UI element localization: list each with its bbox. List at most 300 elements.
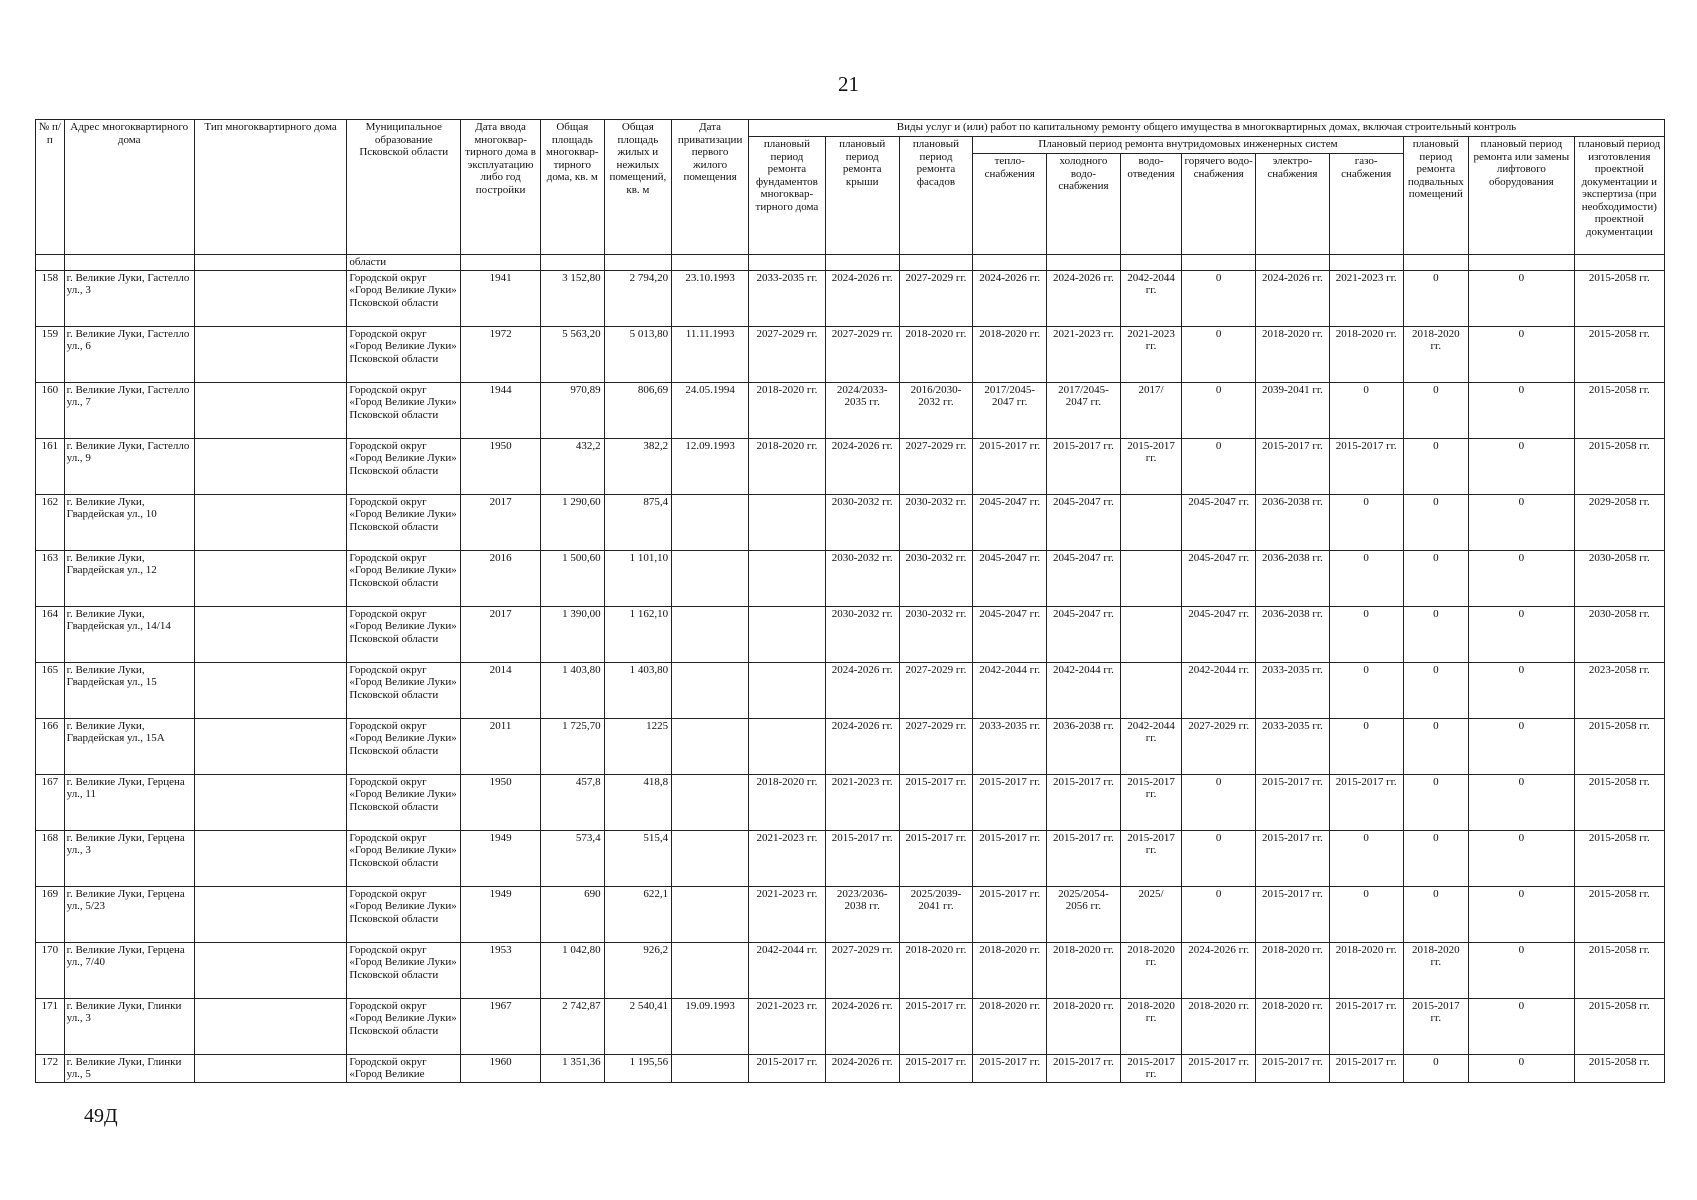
table-row	[36, 830, 1665, 886]
facade-period-cell: 2027-2029 гг.	[899, 662, 973, 718]
basement-period-cell: 0	[1403, 270, 1469, 326]
sewer-period-cell: 2017/	[1120, 382, 1181, 438]
electric-period-cell: 2015-2017 гг.	[1256, 830, 1330, 886]
privatization-date-cell	[672, 886, 749, 942]
hot-water-period-cell: 2045-2047 гг.	[1182, 550, 1256, 606]
living-area-cell: 2 794,20	[604, 270, 672, 326]
electric-period-cell: 2033-2035 гг.	[1256, 718, 1330, 774]
design-period-cell: 2015-2058 гг.	[1574, 1054, 1664, 1082]
hot-water-period-cell: 0	[1182, 382, 1256, 438]
commission-year-cell: 2017	[461, 494, 541, 550]
hot-water-period-cell: 2042-2044 гг.	[1182, 662, 1256, 718]
foundation-period-cell: 2042-2044 гг.	[749, 942, 826, 998]
design-period-cell: 2015-2058 гг.	[1574, 270, 1664, 326]
design-period-cell: 2015-2058 гг.	[1574, 774, 1664, 830]
address-cell: г. Великие Луки, Герцена ул., 5/23	[64, 886, 194, 942]
heat-supply-period-cell: 2015-2017 гг.	[973, 774, 1047, 830]
foundation-period-cell: 2021-2023 гг.	[749, 830, 826, 886]
elevator-period-cell: 0	[1469, 382, 1575, 438]
gas-period-cell: 0	[1329, 718, 1403, 774]
table-row	[36, 998, 1665, 1054]
design-period-cell: 2029-2058 гг.	[1574, 494, 1664, 550]
table-row	[36, 774, 1665, 830]
house-type-cell	[194, 270, 347, 326]
elevator-period-cell: 0	[1469, 830, 1575, 886]
elevator-period-cell: 0	[1469, 942, 1575, 998]
electric-period-cell: 2036-2038 гг.	[1256, 606, 1330, 662]
sewer-period-cell: 2042-2044 гг.	[1120, 270, 1181, 326]
hot-water-period-cell: 0	[1182, 830, 1256, 886]
foundation-period-cell	[749, 550, 826, 606]
commission-year-cell: 2014	[461, 662, 541, 718]
living-area-cell: 622,1	[604, 886, 672, 942]
municipality-cell: Городской округ «Город Великие Луки» Псковской области	[347, 382, 461, 438]
commission-year-cell: 1950	[461, 774, 541, 830]
table-row	[36, 270, 1665, 326]
header-electric: электро-снабжения	[1256, 154, 1330, 255]
facade-period-cell: 2030-2032 гг.	[899, 550, 973, 606]
commission-year-cell: 2017	[461, 606, 541, 662]
commission-year-cell: 1950	[461, 438, 541, 494]
house-type-cell	[194, 998, 347, 1054]
cold-water-period-cell: 2045-2047 гг.	[1047, 550, 1121, 606]
hot-water-period-cell: 2027-2029 гг.	[1182, 718, 1256, 774]
living-area-cell: 1 403,80	[604, 662, 672, 718]
elevator-period-cell: 0	[1469, 550, 1575, 606]
address-cell: г. Великие Луки, Гастелло ул., 3	[64, 270, 194, 326]
house-type-cell	[194, 1054, 347, 1082]
foundation-period-cell	[749, 494, 826, 550]
design-period-cell: 2015-2058 гг.	[1574, 438, 1664, 494]
total-area-cell: 1 403,80	[541, 662, 605, 718]
gas-period-cell: 0	[1329, 886, 1403, 942]
privatization-date-cell	[672, 1054, 749, 1082]
foundation-period-cell: 2033-2035 гг.	[749, 270, 826, 326]
house-type-cell	[194, 942, 347, 998]
design-period-cell: 2030-2058 гг.	[1574, 606, 1664, 662]
roof-period-cell: 2030-2032 гг.	[825, 550, 899, 606]
municipality-cell: Городской округ «Город Великие Луки» Псковской области	[347, 830, 461, 886]
roof-period-cell: 2027-2029 гг.	[825, 942, 899, 998]
sewer-period-cell: 2015-2017 гг.	[1120, 438, 1181, 494]
roof-period-cell: 2024-2026 гг.	[825, 998, 899, 1054]
heat-supply-period-cell: 2045-2047 гг.	[973, 550, 1047, 606]
municipality-cell: Городской округ «Город Великие Луки» Псковской области	[347, 606, 461, 662]
sewer-period-cell: 2021-2023 гг.	[1120, 326, 1181, 382]
table-row	[36, 886, 1665, 942]
basement-period-cell: 0	[1403, 662, 1469, 718]
row-number: 163	[36, 550, 65, 606]
roof-period-cell: 2023/2036-2038 гг.	[825, 886, 899, 942]
header-hot-water: горячего водо-снабжения	[1182, 154, 1256, 255]
total-area-cell: 2 742,87	[541, 998, 605, 1054]
sewer-period-cell	[1120, 550, 1181, 606]
roof-period-cell: 2024-2026 гг.	[825, 1054, 899, 1082]
table-row	[36, 494, 1665, 550]
heat-supply-period-cell: 2015-2017 гг.	[973, 438, 1047, 494]
total-area-cell: 573,4	[541, 830, 605, 886]
header-house-type: Тип многоквартирного дома	[194, 120, 347, 255]
row-number: 166	[36, 718, 65, 774]
header-foundation: плановый период ремонта фундаментов многоквар-тирного дома	[749, 137, 826, 255]
house-type-cell	[194, 830, 347, 886]
foundation-period-cell: 2018-2020 гг.	[749, 382, 826, 438]
sewer-period-cell: 2015-2017 гг.	[1120, 774, 1181, 830]
roof-period-cell: 2024-2026 гг.	[825, 438, 899, 494]
living-area-cell: 5 013,80	[604, 326, 672, 382]
header-commission-date: Дата ввода многоквар-тирного дома в эксплуатацию либо год постройки	[461, 120, 541, 255]
heat-supply-period-cell: 2045-2047 гг.	[973, 494, 1047, 550]
design-period-cell: 2015-2058 гг.	[1574, 718, 1664, 774]
elevator-period-cell: 0	[1469, 998, 1575, 1054]
gas-period-cell: 2018-2020 гг.	[1329, 942, 1403, 998]
gas-period-cell: 2015-2017 гг.	[1329, 438, 1403, 494]
row-number: 169	[36, 886, 65, 942]
row-number: 159	[36, 326, 65, 382]
address-cell: г. Великие Луки, Гастелло ул., 9	[64, 438, 194, 494]
sewer-period-cell: 2018-2020 гг.	[1120, 998, 1181, 1054]
design-period-cell: 2015-2058 гг.	[1574, 942, 1664, 998]
foundation-period-cell: 2021-2023 гг.	[749, 886, 826, 942]
facade-period-cell: 2015-2017 гг.	[899, 774, 973, 830]
row-number: 165	[36, 662, 65, 718]
basement-period-cell: 0	[1403, 606, 1469, 662]
heat-supply-period-cell: 2015-2017 гг.	[973, 830, 1047, 886]
hot-water-period-cell: 2045-2047 гг.	[1182, 494, 1256, 550]
living-area-cell: 926,2	[604, 942, 672, 998]
heat-supply-period-cell: 2042-2044 гг.	[973, 662, 1047, 718]
foundation-period-cell	[749, 718, 826, 774]
total-area-cell: 1 042,80	[541, 942, 605, 998]
basement-period-cell: 2018-2020 гг.	[1403, 942, 1469, 998]
municipality-cell: Городской округ «Город Великие Луки» Псковской области	[347, 942, 461, 998]
address-cell: г. Великие Луки, Гвардейская ул., 15А	[64, 718, 194, 774]
row-number: 170	[36, 942, 65, 998]
elevator-period-cell: 0	[1469, 606, 1575, 662]
municipality-cell: Городской округ «Город Великие Луки» Псковской области	[347, 774, 461, 830]
row-number: 171	[36, 998, 65, 1054]
gas-period-cell: 0	[1329, 382, 1403, 438]
house-type-cell	[194, 326, 347, 382]
house-type-cell	[194, 886, 347, 942]
hot-water-period-cell: 0	[1182, 326, 1256, 382]
electric-period-cell: 2018-2020 гг.	[1256, 326, 1330, 382]
elevator-period-cell: 0	[1469, 270, 1575, 326]
living-area-cell: 2 540,41	[604, 998, 672, 1054]
row-number: 162	[36, 494, 65, 550]
gas-period-cell: 0	[1329, 494, 1403, 550]
hot-water-period-cell: 2015-2017 гг.	[1182, 1054, 1256, 1082]
basement-period-cell: 0	[1403, 1054, 1469, 1082]
cold-water-period-cell: 2017/2045-2047 гг.	[1047, 382, 1121, 438]
house-type-cell	[194, 382, 347, 438]
roof-period-cell: 2027-2029 гг.	[825, 326, 899, 382]
heat-supply-period-cell: 2024-2026 гг.	[973, 270, 1047, 326]
electric-period-cell: 2018-2020 гг.	[1256, 942, 1330, 998]
header-sewer: водо-отведения	[1120, 154, 1181, 255]
cold-water-period-cell: 2045-2047 гг.	[1047, 494, 1121, 550]
table-row	[36, 662, 1665, 718]
elevator-period-cell: 0	[1469, 774, 1575, 830]
total-area-cell: 3 152,80	[541, 270, 605, 326]
commission-year-cell: 2011	[461, 718, 541, 774]
living-area-cell: 382,2	[604, 438, 672, 494]
total-area-cell: 5 563,20	[541, 326, 605, 382]
living-area-cell: 1225	[604, 718, 672, 774]
address-cell: г. Великие Луки, Гастелло ул., 6	[64, 326, 194, 382]
table-row	[36, 438, 1665, 494]
foundation-period-cell	[749, 662, 826, 718]
electric-period-cell: 2015-2017 гг.	[1256, 438, 1330, 494]
header-systems-group: Плановый период ремонта внутридомовых инженерных систем	[973, 137, 1403, 154]
table-row	[36, 382, 1665, 438]
header-privatization: Дата приватизации первого жилого помещения	[672, 120, 749, 255]
design-period-cell: 2030-2058 гг.	[1574, 550, 1664, 606]
sewer-period-cell	[1120, 662, 1181, 718]
header-basement: плановый период ремонта подвальных помещений	[1403, 137, 1469, 255]
living-area-cell: 875,4	[604, 494, 672, 550]
row-number: 167	[36, 774, 65, 830]
house-type-cell	[194, 606, 347, 662]
privatization-date-cell	[672, 830, 749, 886]
house-type-cell	[194, 718, 347, 774]
living-area-cell: 806,69	[604, 382, 672, 438]
sewer-period-cell: 2015-2017 гг.	[1120, 1054, 1181, 1082]
design-period-cell: 2015-2058 гг.	[1574, 382, 1664, 438]
electric-period-cell: 2015-2017 гг.	[1256, 774, 1330, 830]
commission-year-cell: 1967	[461, 998, 541, 1054]
cold-water-period-cell: 2021-2023 гг.	[1047, 326, 1121, 382]
heat-supply-period-cell: 2015-2017 гг.	[973, 1054, 1047, 1082]
roof-period-cell: 2024-2026 гг.	[825, 718, 899, 774]
facade-period-cell: 2025/2039-2041 гг.	[899, 886, 973, 942]
gas-period-cell: 2021-2023 гг.	[1329, 270, 1403, 326]
privatization-date-cell	[672, 550, 749, 606]
header-address: Адрес многоквартирного дома	[64, 120, 194, 255]
electric-period-cell: 2018-2020 гг.	[1256, 998, 1330, 1054]
commission-year-cell: 1949	[461, 830, 541, 886]
heat-supply-period-cell: 2033-2035 гг.	[973, 718, 1047, 774]
foundation-period-cell	[749, 606, 826, 662]
total-area-cell: 432,2	[541, 438, 605, 494]
municipality-cell: Городской округ «Город Великие Луки» Псковской области	[347, 718, 461, 774]
municipality-cell: Городской округ «Город Великие Луки» Псковской области	[347, 998, 461, 1054]
roof-period-cell: 2030-2032 гг.	[825, 494, 899, 550]
living-area-cell: 1 101,10	[604, 550, 672, 606]
municipality-cell: Городской округ «Город Великие Луки» Псковской области	[347, 270, 461, 326]
row-number: 168	[36, 830, 65, 886]
hot-water-period-cell: 0	[1182, 438, 1256, 494]
header-works-group: Виды услуг и (или) работ по капитальному ремонту общего имущества в многоквартирных домах, включая строительный контроль	[749, 120, 1665, 137]
address-cell: г. Великие Луки, Гвардейская ул., 14/14	[64, 606, 194, 662]
living-area-cell: 1 195,56	[604, 1054, 672, 1082]
elevator-period-cell: 0	[1469, 886, 1575, 942]
house-type-cell	[194, 438, 347, 494]
electric-period-cell: 2036-2038 гг.	[1256, 494, 1330, 550]
address-cell: г. Великие Луки, Гвардейская ул., 10	[64, 494, 194, 550]
table-row	[36, 326, 1665, 382]
foundation-period-cell: 2018-2020 гг.	[749, 774, 826, 830]
privatization-date-cell	[672, 718, 749, 774]
facade-period-cell: 2015-2017 гг.	[899, 998, 973, 1054]
cold-water-period-cell: 2018-2020 гг.	[1047, 998, 1121, 1054]
basement-period-cell: 0	[1403, 830, 1469, 886]
elevator-period-cell: 0	[1469, 1054, 1575, 1082]
table-row	[36, 1054, 1665, 1082]
electric-period-cell: 2015-2017 гг.	[1256, 1054, 1330, 1082]
privatization-date-cell: 24.05.1994	[672, 382, 749, 438]
basement-period-cell: 0	[1403, 550, 1469, 606]
footer-code: 49Д	[84, 1105, 118, 1127]
row-number: 160	[36, 382, 65, 438]
total-area-cell: 457,8	[541, 774, 605, 830]
gas-period-cell: 0	[1329, 606, 1403, 662]
municipality-cell: Городской округ «Город Великие Луки» Псковской области	[347, 662, 461, 718]
hot-water-period-cell: 2045-2047 гг.	[1182, 606, 1256, 662]
commission-year-cell: 1953	[461, 942, 541, 998]
sewer-period-cell: 2042-2044 гг.	[1120, 718, 1181, 774]
header-gas: газо-снабжения	[1329, 154, 1403, 255]
heat-supply-period-cell: 2018-2020 гг.	[973, 998, 1047, 1054]
address-cell: г. Великие Луки, Герцена ул., 3	[64, 830, 194, 886]
basement-period-cell: 0	[1403, 438, 1469, 494]
gas-period-cell: 0	[1329, 830, 1403, 886]
cold-water-period-cell: 2015-2017 гг.	[1047, 438, 1121, 494]
cold-water-period-cell: 2045-2047 гг.	[1047, 606, 1121, 662]
header-roof: плановый период ремонта крыши	[825, 137, 899, 255]
roof-period-cell: 2024-2026 гг.	[825, 662, 899, 718]
facade-period-cell: 2018-2020 гг.	[899, 942, 973, 998]
municipality-cell: Городской округ «Город Великие Луки» Псковской области	[347, 438, 461, 494]
heat-supply-period-cell: 2045-2047 гг.	[973, 606, 1047, 662]
continuation-text: области	[347, 255, 461, 271]
basement-period-cell: 0	[1403, 382, 1469, 438]
design-period-cell: 2015-2058 гг.	[1574, 998, 1664, 1054]
electric-period-cell: 2033-2035 гг.	[1256, 662, 1330, 718]
design-period-cell: 2015-2058 гг.	[1574, 886, 1664, 942]
hot-water-period-cell: 0	[1182, 774, 1256, 830]
table-row	[36, 606, 1665, 662]
electric-period-cell: 2015-2017 гг.	[1256, 886, 1330, 942]
roof-period-cell: 2021-2023 гг.	[825, 774, 899, 830]
page-number: 21	[838, 72, 859, 96]
privatization-date-cell	[672, 942, 749, 998]
gas-period-cell: 0	[1329, 550, 1403, 606]
foundation-period-cell: 2021-2023 гг.	[749, 998, 826, 1054]
table-row	[36, 718, 1665, 774]
living-area-cell: 515,4	[604, 830, 672, 886]
privatization-date-cell	[672, 774, 749, 830]
facade-period-cell: 2027-2029 гг.	[899, 438, 973, 494]
hot-water-period-cell: 0	[1182, 270, 1256, 326]
header-municipality: Муниципальное образование Псковской области	[347, 120, 461, 255]
sewer-period-cell: 2018-2020 гг.	[1120, 942, 1181, 998]
heat-supply-period-cell: 2015-2017 гг.	[973, 886, 1047, 942]
roof-period-cell: 2015-2017 гг.	[825, 830, 899, 886]
row-number: 161	[36, 438, 65, 494]
total-area-cell: 1 390,00	[541, 606, 605, 662]
total-area-cell: 690	[541, 886, 605, 942]
row-number: 164	[36, 606, 65, 662]
elevator-period-cell: 0	[1469, 718, 1575, 774]
row-number: 158	[36, 270, 65, 326]
municipality-cell: Городской округ «Город Великие Луки» Псковской области	[347, 326, 461, 382]
elevator-period-cell: 0	[1469, 326, 1575, 382]
electric-period-cell: 2024-2026 гг.	[1256, 270, 1330, 326]
commission-year-cell: 1949	[461, 886, 541, 942]
design-period-cell: 2015-2058 гг.	[1574, 326, 1664, 382]
roof-period-cell: 2024-2026 гг.	[825, 270, 899, 326]
basement-period-cell: 0	[1403, 718, 1469, 774]
commission-year-cell: 1972	[461, 326, 541, 382]
header-design: плановый период изготовления проектной документации и экспертиза (при необходимости) проектной документации	[1574, 137, 1664, 255]
privatization-date-cell: 12.09.1993	[672, 438, 749, 494]
privatization-date-cell: 23.10.1993	[672, 270, 749, 326]
sewer-period-cell	[1120, 606, 1181, 662]
basement-period-cell: 2018-2020 гг.	[1403, 326, 1469, 382]
electric-period-cell: 2036-2038 гг.	[1256, 550, 1330, 606]
basement-period-cell: 0	[1403, 886, 1469, 942]
basement-period-cell: 0	[1403, 494, 1469, 550]
elevator-period-cell: 0	[1469, 494, 1575, 550]
header-heat: тепло-снабжения	[973, 154, 1047, 255]
facade-period-cell: 2015-2017 гг.	[899, 1054, 973, 1082]
living-area-cell: 1 162,10	[604, 606, 672, 662]
header-cold-water: холодного водо-снабжения	[1047, 154, 1121, 255]
cold-water-period-cell: 2025/2054-2056 гг.	[1047, 886, 1121, 942]
heat-supply-period-cell: 2018-2020 гг.	[973, 942, 1047, 998]
basement-period-cell: 2015-2017 гг.	[1403, 998, 1469, 1054]
table-row	[36, 942, 1665, 998]
facade-period-cell: 2016/2030-2032 гг.	[899, 382, 973, 438]
privatization-date-cell	[672, 662, 749, 718]
capital-repair-table	[35, 119, 1665, 1083]
heat-supply-period-cell: 2017/2045-2047 гг.	[973, 382, 1047, 438]
total-area-cell: 1 500,60	[541, 550, 605, 606]
living-area-cell: 418,8	[604, 774, 672, 830]
elevator-period-cell: 0	[1469, 438, 1575, 494]
house-type-cell	[194, 494, 347, 550]
commission-year-cell: 1944	[461, 382, 541, 438]
facade-period-cell: 2027-2029 гг.	[899, 270, 973, 326]
electric-period-cell: 2039-2041 гг.	[1256, 382, 1330, 438]
gas-period-cell: 2015-2017 гг.	[1329, 774, 1403, 830]
sewer-period-cell: 2025/	[1120, 886, 1181, 942]
gas-period-cell: 0	[1329, 662, 1403, 718]
sewer-period-cell	[1120, 494, 1181, 550]
house-type-cell	[194, 774, 347, 830]
municipality-cell: Городской округ «Город Великие Луки» Псковской области	[347, 494, 461, 550]
address-cell: г. Великие Луки, Герцена ул., 7/40	[64, 942, 194, 998]
address-cell: г. Великие Луки, Гвардейская ул., 15	[64, 662, 194, 718]
municipality-cell: Городской округ «Город Великие Луки» Псковской области	[347, 886, 461, 942]
cold-water-period-cell: 2036-2038 гг.	[1047, 718, 1121, 774]
facade-period-cell: 2030-2032 гг.	[899, 606, 973, 662]
design-period-cell: 2015-2058 гг.	[1574, 830, 1664, 886]
header-num: № п/п	[36, 120, 65, 255]
hot-water-period-cell: 0	[1182, 886, 1256, 942]
total-area-cell: 1 725,70	[541, 718, 605, 774]
roof-period-cell: 2030-2032 гг.	[825, 606, 899, 662]
cold-water-period-cell: 2024-2026 гг.	[1047, 270, 1121, 326]
hot-water-period-cell: 2018-2020 гг.	[1182, 998, 1256, 1054]
foundation-period-cell: 2027-2029 гг.	[749, 326, 826, 382]
house-type-cell	[194, 550, 347, 606]
municipality-cell: Городской округ «Город Великие	[347, 1054, 461, 1082]
house-type-cell	[194, 662, 347, 718]
address-cell: г. Великие Луки, Гвардейская ул., 12	[64, 550, 194, 606]
cold-water-period-cell: 2015-2017 гг.	[1047, 830, 1121, 886]
